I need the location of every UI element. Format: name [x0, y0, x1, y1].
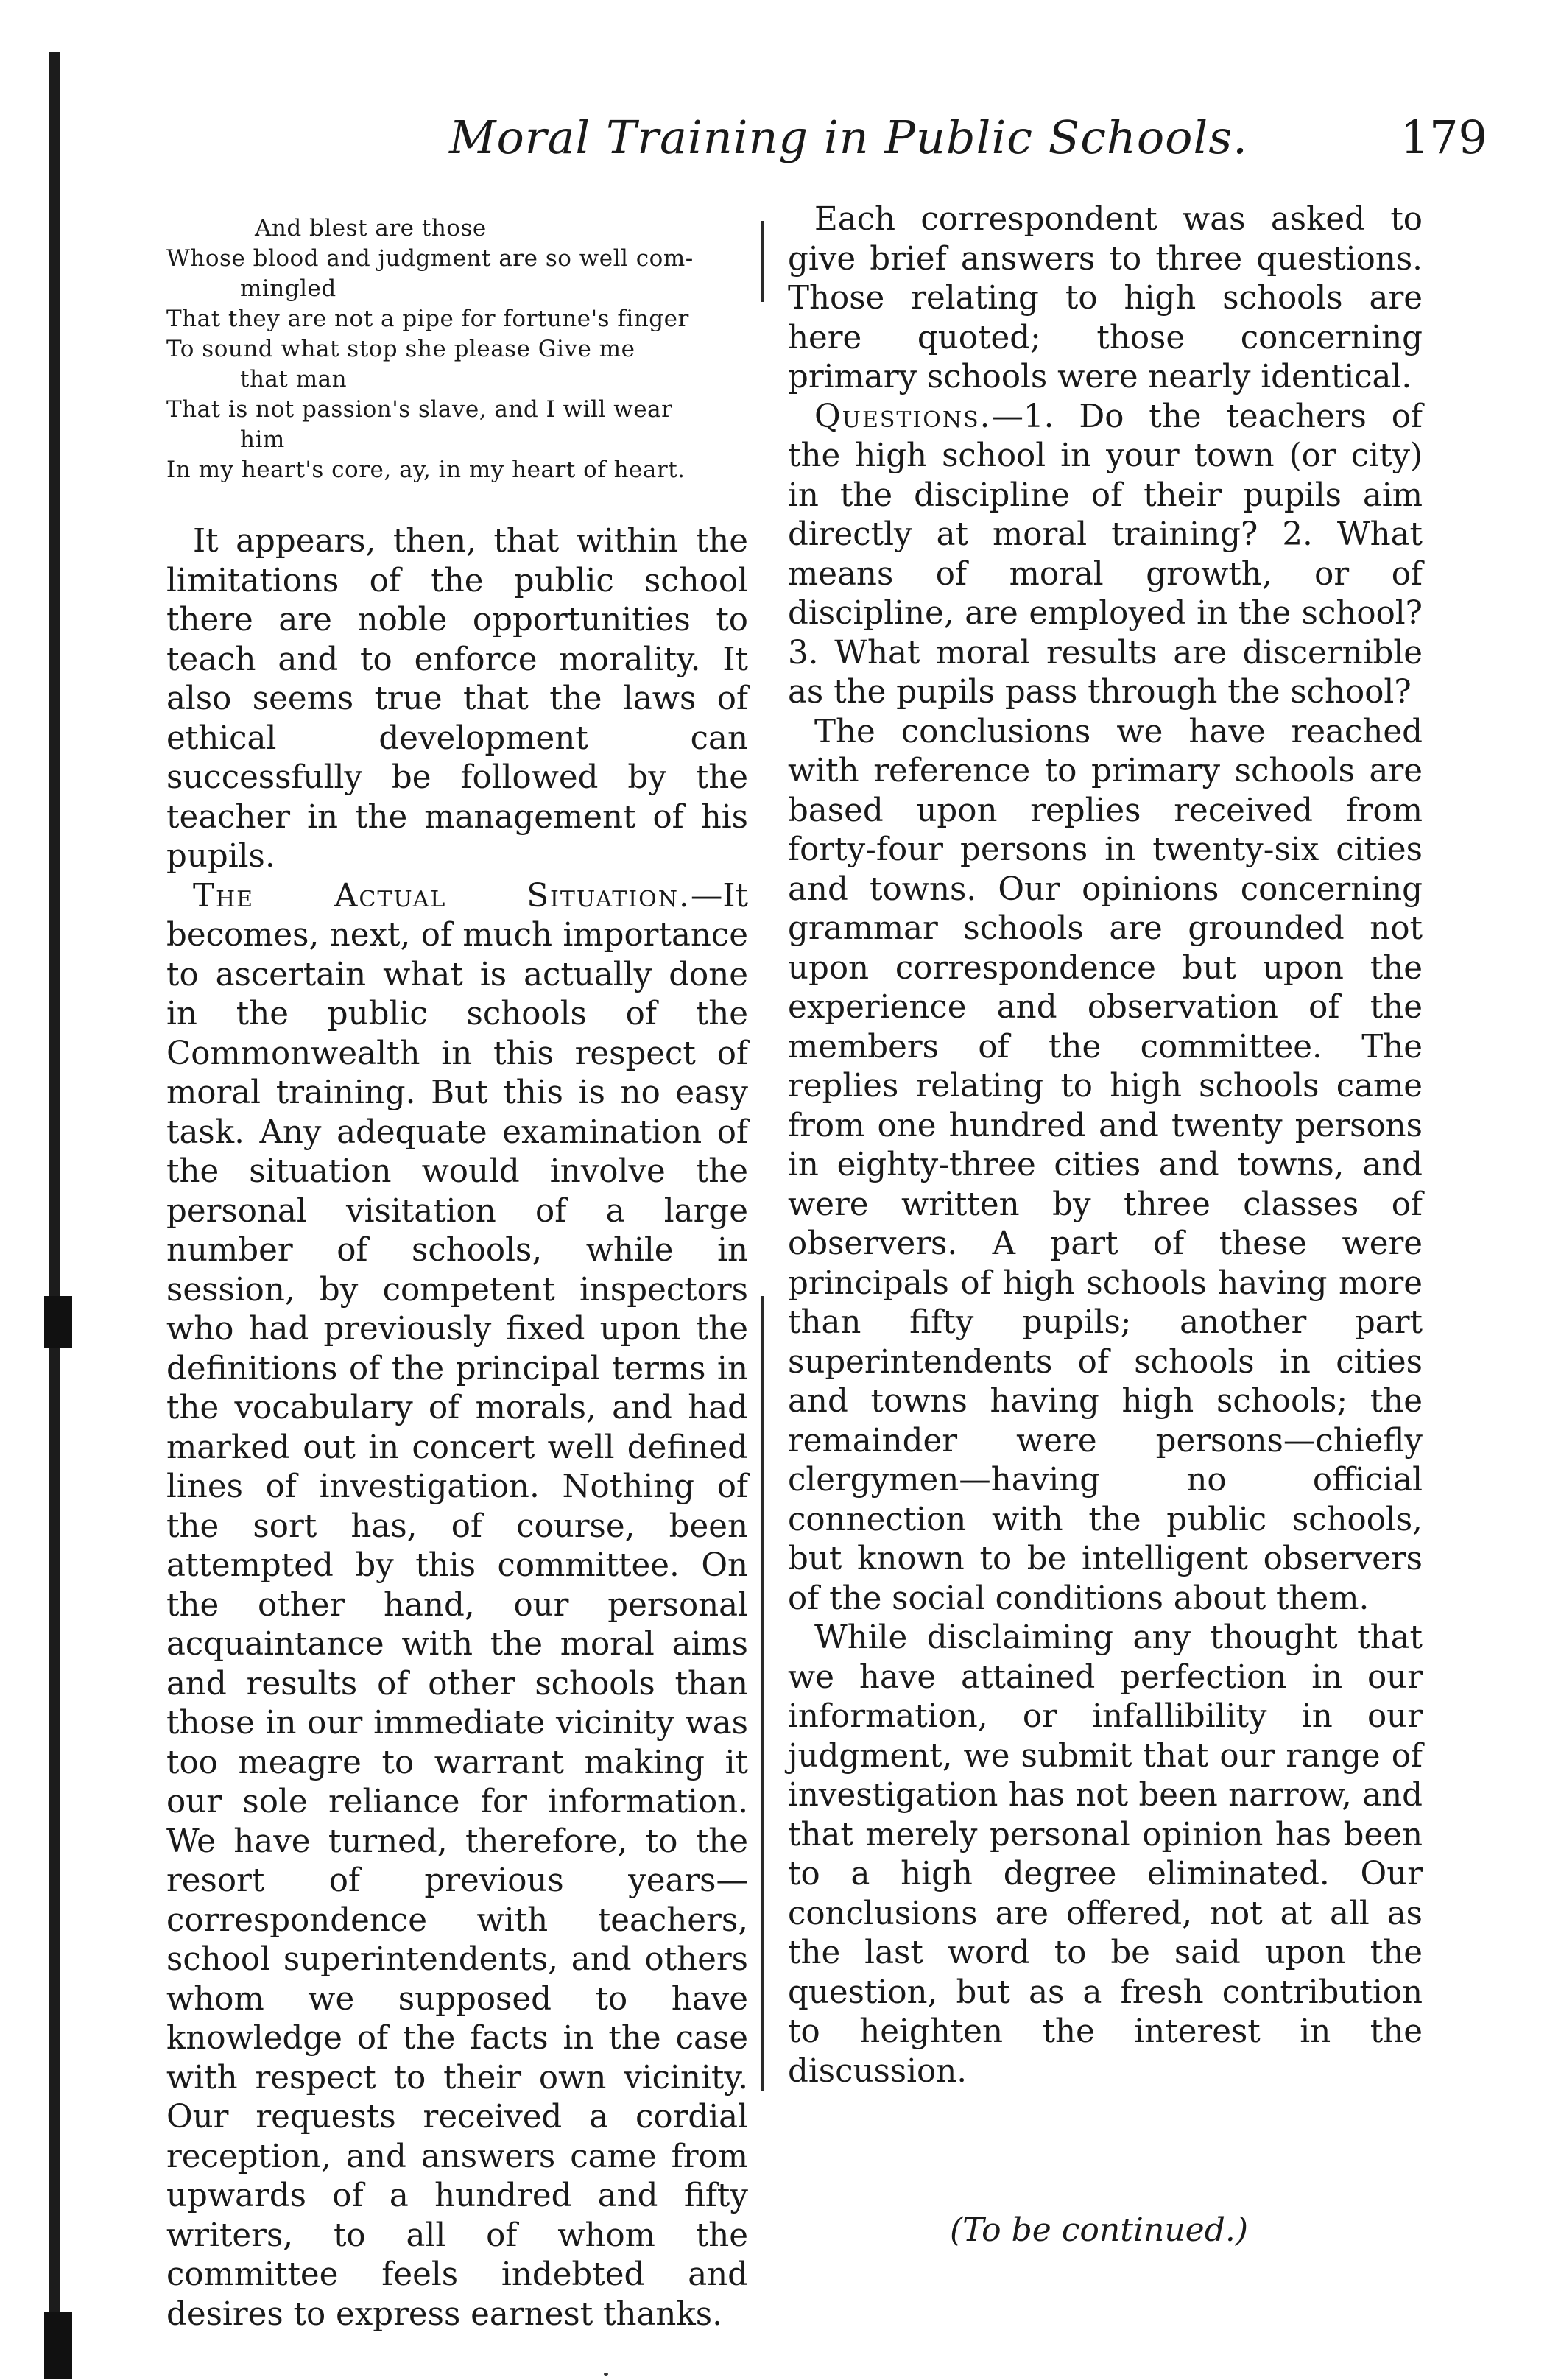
section-body: —It becomes, next, of much importance to ascertain what is actually done in the public schools of the Commonwealth in this respect of moral training. But this is no easy task. Any adequate examination of the situation would involve the personal visitation of a large number of schools, while in session, by competent inspectors who had previously fixed upon the definitions of the principal terms in the vocabulary of morals, and had marked out in concert well defined lines of investigation. Nothing of the sort has, of course, been attempted by this committee. On the other hand, our personal acquaintance with the moral aims and results of other schools than those in our immediate vicinity was too meagre to warrant making it our sole reliance for information. We have turned, therefore, to the resort of previous years—correspondence with teachers, school superintendents, and others whom we supposed to have knowledge of the facts in the case with respect to their own vicinity. Our requests received a cordial reception, and answers came from upwards of a hundred and fifty writers, to all of whom the committee feels indebted and desires to express earnest thanks. [166, 877, 748, 2333]
poem-line: That they are not a pipe for fortune's finger [166, 306, 689, 332]
body-paragraph: The conclusions we have reached with reference to primary schools are based upon replies received from forty-four persons in twenty-six cities and towns. Our opinions concerning grammar schools are grounded not upon correspondence but upon the experience and observation of the members of the committee. The replies relating to high schools came from one hundred and twenty persons in eighty-three cities and towns, and were written by three classes of observers. A part of these were principals of high schools having more than fifty pupils; another part superintendents of schools in cities and towns having high schools; the remainder were persons—chiefly clergymen—having no official connection with the public schools, but known to be intelligent observers of the social conditions about them. [788, 713, 1423, 1617]
poem-line: And blest are those [255, 215, 487, 242]
page-number: 179 [1400, 110, 1487, 164]
running-title: Moral Training in Public Schools. [449, 110, 1248, 164]
section-body: —1. Do the teachers of the high school in your town (or city) in the discipline of their pupils aim directly at moral training? 2. What means of moral growth, or of discipline, are employed in the school? 3. What moral results are discernible as the pupils pass through the school? [788, 398, 1423, 711]
section-heading: The Actual Situation. [193, 877, 691, 915]
body-paragraph: It appears, then, that within the limitations of the public school there are noble opportunities to teach and to enforce morality. It also seems true that the laws of ethical development can successfully be followed by the teacher in the management of his pupils. [166, 523, 748, 875]
body-paragraph: While disclaiming any thought that we have attained perfection in our information, or infallibility in our judgment, we submit that our range of investigation has not been narrow, and that merely personal opinion has been to a high degree eliminated. Our conclusions are offered, not at all as the last word to be said upon the question, but as a fresh contribution to heighten the interest in the discussion. [788, 1619, 1423, 2090]
binding-edge [49, 52, 60, 2364]
poem-line: him [240, 426, 285, 453]
binding-mark [44, 2312, 72, 2379]
poem-line: that man [240, 366, 348, 392]
poem-line: mingled [240, 275, 336, 302]
body-paragraph [166, 877, 748, 2335]
print-speck [604, 2373, 608, 2376]
column-rule [761, 221, 764, 302]
poem-line: That is not passion's slave, and I will wear [166, 396, 673, 423]
poem-quotation [166, 214, 748, 485]
binding-mark [44, 1296, 72, 1348]
poem-line: To sound what stop she please Give me [166, 336, 635, 362]
poem-line: In my heart's core, ay, in my heart of heart. [166, 457, 686, 483]
body-paragraph: Each correspondent was asked to give brief answers to three questions. Those relating to high schools are here quoted; those concerning primary schools were nearly identical. [788, 201, 1423, 395]
page-header [449, 110, 1487, 177]
right-column [788, 200, 1423, 2091]
section-heading: Questions. [814, 398, 992, 435]
continued-note: (To be continued.) [950, 2211, 1249, 2249]
body-paragraph [788, 398, 1423, 713]
column-rule [761, 1296, 764, 2091]
poem-line: Whose blood and judgment are so well com- [166, 245, 694, 272]
left-column [166, 214, 748, 2334]
